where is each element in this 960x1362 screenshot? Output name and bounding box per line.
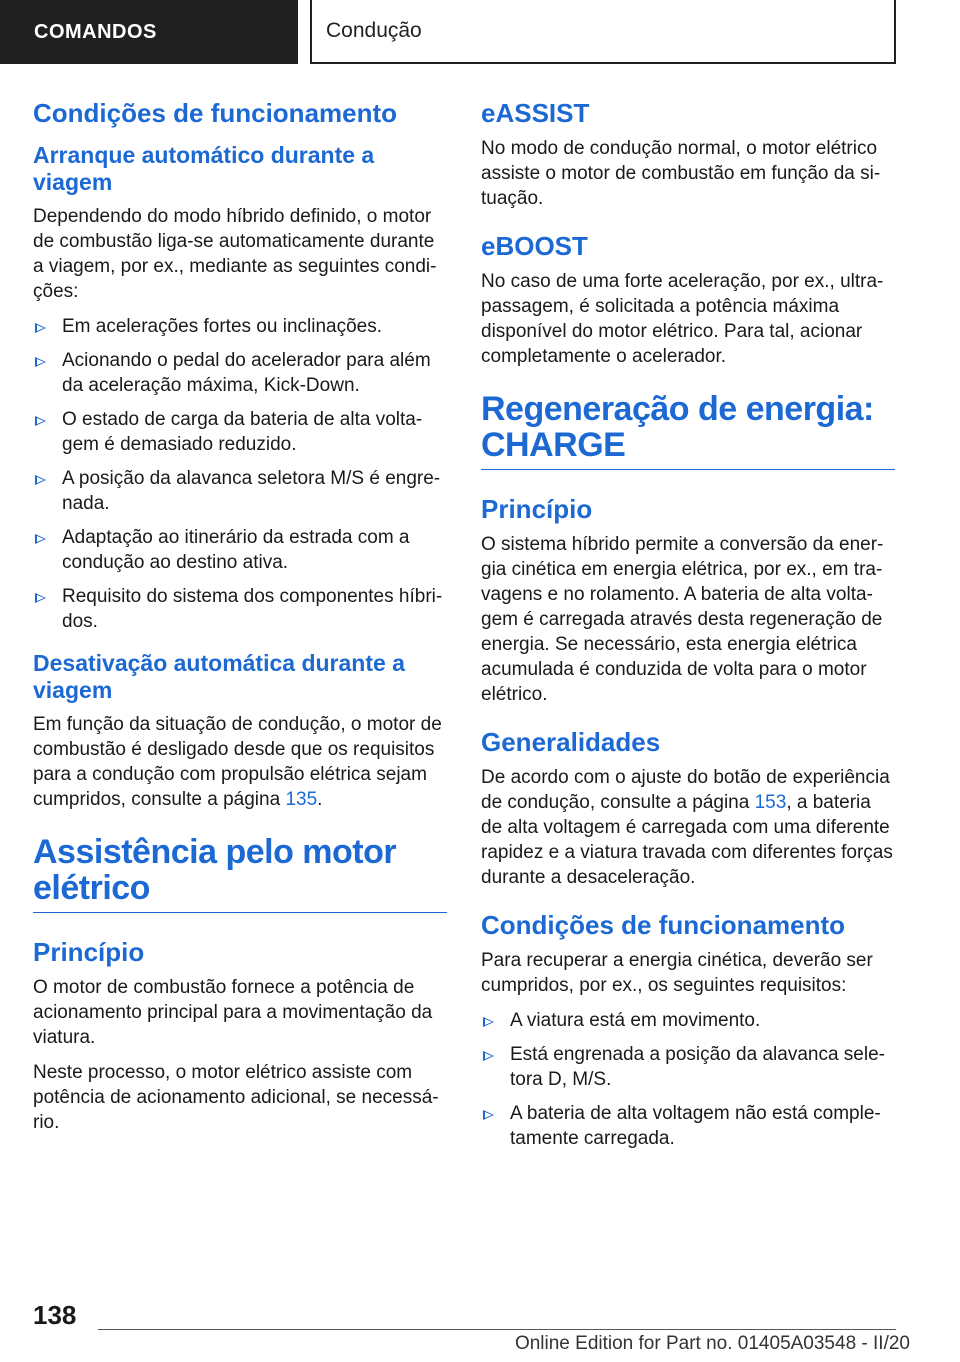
footer-divider xyxy=(98,1329,896,1330)
list-item: A bateria de alta voltagem não está completamente carregada. xyxy=(481,1101,895,1151)
page-number: 138 xyxy=(33,1300,77,1330)
heading-operating-conditions: Condições de funcionamento xyxy=(33,98,398,128)
paragraph-recovery-requirements: Para recuperar a energia cinética, deverão ser cumpridos, por ex., os seguintes requisitos: xyxy=(481,950,873,996)
list-item: O estado de carga da bateria de alta voltagem é demasiado reduzido. xyxy=(33,407,447,457)
page-link-153[interactable]: 153 xyxy=(754,792,787,813)
paragraph-principle: O motor de combustão fornece a potência de acionamento principal para a movimentação da viatura. xyxy=(33,977,433,1048)
heading-general: Generalidades xyxy=(481,727,661,757)
triangle-bullet-icon xyxy=(35,323,46,333)
paragraph-general: De acordo com o ajuste do botão de experiência de condução, consulte a página 153, a bateria de alta voltagem é carregada com uma diferente rapidez e a viatura travada com diferentes forças durante a desaceleração. xyxy=(481,767,893,888)
section-tab xyxy=(0,0,298,64)
footer-edition: Online Edition for Part no. 01405A03548 - II/20 xyxy=(514,1333,910,1354)
page-link-135[interactable]: 135 xyxy=(285,789,318,810)
triangle-bullet-icon xyxy=(35,534,46,544)
chapter-title: Condução xyxy=(326,19,422,42)
list-item: A viatura está em movimento. xyxy=(481,1008,895,1033)
heading-auto-deactivation: Desativação automática durante a viagem xyxy=(33,650,405,703)
list-item: Requisito do sistema dos componentes híbridos. xyxy=(33,584,447,634)
heading-principle-right: Princípio xyxy=(481,494,593,524)
paragraph-auto-deactivation: Em função da situação de condução, o motor de combustão é desligado desde que os requisitos para a condução com propulsão elétrica sejam cumpridos, consulte a página 135. xyxy=(33,714,442,810)
paragraph-regeneration-principle: O sistema híbrido permite a conversão da energia cinética em energia elétrica, por ex., em travagens e no rolamento. A bateria de alta voltagem é carregada através desta regeneração de energia. Se necessário, esta energia elétrica acumulada é conduzida de volta para o motor elétrico. xyxy=(481,534,884,705)
triangle-bullet-icon xyxy=(35,593,46,603)
triangle-bullet-icon xyxy=(35,475,46,485)
triangle-bullet-icon xyxy=(483,1110,494,1120)
paragraph-eassist: No modo de condução normal, o motor elétrico assiste o motor de combustão em função da situação. xyxy=(481,138,881,209)
chapter-tab xyxy=(310,0,896,64)
heading-eassist: eASSIST xyxy=(481,98,590,128)
heading-operating-conditions-right: Condições de funcionamento xyxy=(481,910,846,940)
heading-principle: Princípio xyxy=(33,937,145,967)
list-item: Acionando o pedal do acelerador para além da aceleração máxima, Kick-Down. xyxy=(33,348,447,398)
list-item: Está engrenada a posição da alavanca seletora D, M/S. xyxy=(481,1042,895,1092)
paragraph-eboost: No caso de uma forte aceleração, por ex., ultrapassagem, é solicitada a potência máxima disponível do motor elétrico. Para tal, acionar completamente o acelerador. xyxy=(481,271,884,367)
right-column xyxy=(481,98,895,1167)
heading-auto-start: Arranque automático durante a viagem xyxy=(33,142,375,195)
left-column xyxy=(33,98,447,1145)
triangle-bullet-icon xyxy=(35,357,46,367)
triangle-bullet-icon xyxy=(483,1051,494,1061)
triangle-bullet-icon xyxy=(483,1017,494,1027)
paragraph-assist-process: Neste processo, o motor elétrico assiste com potência de acionamento adicional, se necessário. xyxy=(33,1062,439,1133)
list-auto-start-conditions xyxy=(33,314,447,634)
list-recovery-requirements xyxy=(481,1008,895,1151)
heading-eboost: eBOOST xyxy=(481,231,588,261)
triangle-bullet-icon xyxy=(35,416,46,426)
section-title: COMANDOS xyxy=(34,20,157,43)
list-item: Em acelerações fortes ou inclinações. xyxy=(33,314,447,339)
list-item: Adaptação ao itinerário da estrada com a condução ao destino ativa. xyxy=(33,525,447,575)
heading-energy-regeneration: Regeneração de energia: CHARGE xyxy=(481,391,895,470)
list-item: A posição da alavanca seletora M/S é engrenada. xyxy=(33,466,447,516)
heading-electric-motor-assist: Assistência pelo motor elétrico xyxy=(33,834,447,913)
paragraph-auto-start: Dependendo do modo híbrido definido, o motor de combustão liga-se automaticamente durante a viagem, por ex., mediante as seguintes condições: xyxy=(33,206,437,302)
